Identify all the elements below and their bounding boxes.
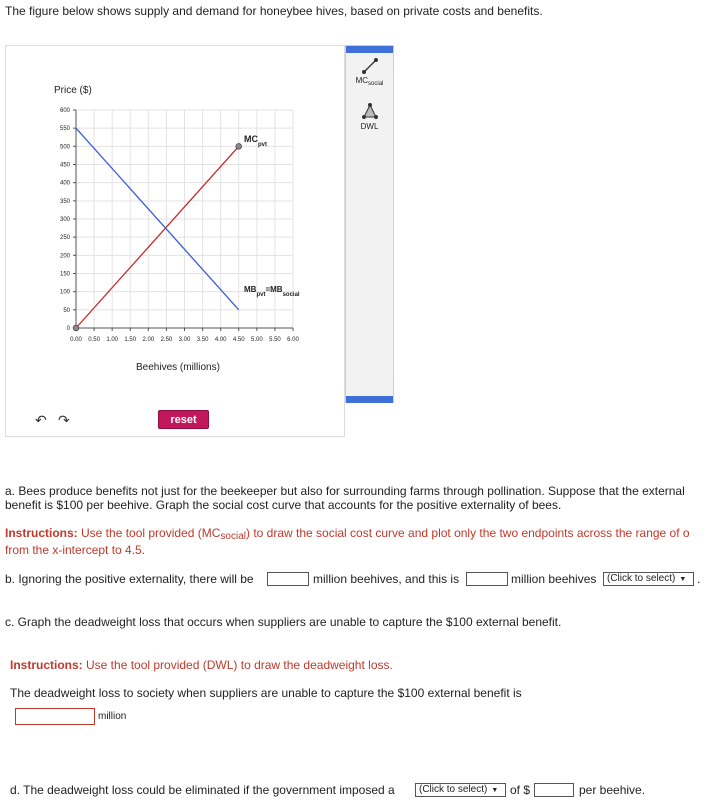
dwl-amount-input[interactable] [15, 708, 95, 725]
x-tick-label: 0.50 [88, 337, 100, 343]
y-tick-label: 400 [59, 180, 70, 187]
question-c-text: c. Graph the deadweight loss that occurs when suppliers are unable to capture the $100 external benefit. [5, 615, 562, 629]
triangle-tool-icon [360, 102, 380, 120]
question-b-post: million beehives [511, 572, 597, 586]
y-tick-label: 0 [66, 326, 70, 332]
question-d-pre: d. The deadweight loss could be eliminated if the government imposed a [10, 783, 395, 797]
graph-frame[interactable] [5, 45, 345, 437]
y-axis-title: Price ($) [54, 85, 92, 96]
y-tick-label: 200 [59, 253, 70, 260]
x-tick-label: 0.00 [70, 337, 82, 343]
x-tick-label: 4.50 [232, 337, 245, 343]
x-tick-label: 1.00 [106, 337, 119, 343]
chart-lines [73, 128, 241, 331]
y-tick-label: 300 [59, 217, 70, 223]
mc-pvt-endpoint [73, 325, 79, 331]
question-b-end: . [697, 572, 701, 586]
x-tick-label: 4.00 [214, 337, 227, 343]
x-tick-label: 5.00 [250, 337, 263, 343]
dwl-tool-label: DWL [360, 122, 379, 131]
mc-social-tool[interactable]: $MC_{social}$ [346, 56, 393, 87]
y-tick-label: 150 [59, 271, 70, 278]
x-tick-label: 3.50 [196, 337, 209, 343]
x-tick-label: 6.00 [287, 337, 299, 343]
reset-button[interactable]: reset [158, 410, 209, 429]
dwl-question-text: The deadweight loss to society when suppliers are unable to capture the $100 external benefit is [10, 686, 522, 700]
y-tick-label: 450 [59, 162, 70, 169]
undo-icon[interactable]: ↶ [35, 412, 47, 428]
y-tick-label: 500 [59, 144, 70, 151]
y-tick-label: 350 [59, 198, 70, 205]
y-tick-label: 100 [59, 289, 70, 296]
y-tick-label: 250 [59, 235, 70, 242]
dwl-unit: million [98, 711, 127, 722]
y-tick-label: 600 [59, 108, 70, 114]
beehives-difference-input[interactable] [466, 572, 508, 586]
redo-icon[interactable]: ↷ [58, 412, 70, 428]
question-d-post: per beehive. [579, 783, 646, 797]
question-d-select[interactable]: (Click to select) ▼ [415, 783, 506, 797]
x-tick-label: 2.00 [142, 337, 155, 343]
question-a-instructions: Instructions: Use the tool provided $(MC_{social})$ to draw the social cost curve and plot only the two endpoints across the range of o [5, 526, 690, 542]
x-axis-title: Beehives (millions) [136, 362, 220, 373]
question-b-select[interactable]: (Click to select) ▼ [603, 572, 694, 586]
question-c-instructions: Instructions: Use the tool provided (DWL) to draw the deadweight loss. [10, 658, 393, 672]
question-d-mid: of $ [510, 783, 531, 797]
question-a-instructions-line2: from the x-intercept to 4.5. [5, 543, 146, 557]
dwl-tool[interactable] [346, 102, 393, 131]
dropdown-arrow-icon: ▼ [491, 787, 499, 794]
x-tick-label: 5.50 [269, 337, 281, 343]
question-b-mid: million beehives, and this is [313, 572, 460, 586]
question-b-pre: b. Ignoring the positive externality, there will be [5, 572, 254, 586]
mc-pvt-endpoint [236, 144, 242, 150]
y-tick-label: 550 [59, 126, 70, 133]
tool-panel-top-bar [346, 46, 393, 53]
subsidy-amount-input[interactable] [534, 783, 574, 797]
dropdown-arrow-icon: ▼ [679, 576, 687, 583]
mc-pvt-label: $MC_{pvt}$ [244, 134, 267, 148]
x-tick-label: 3.00 [178, 337, 191, 343]
supply-demand-chart[interactable] [6, 46, 344, 436]
y-tick-label: 50 [63, 307, 70, 314]
tool-panel-bottom-bar [346, 396, 393, 403]
tool-panel [345, 45, 394, 403]
intro-text: The figure below shows supply and demand for honeybee hives, based on private costs and benefits. [5, 4, 543, 18]
question-a-text: a. Bees produce benefits not just for the beekeeper but also for surrounding farms through pollination. Suppose that the external benefit is $100 per beehive. Graph the social cost curve that accounts for the positive externality of bees. [5, 484, 685, 512]
mb-label: $MB_{pvt}=MB_{social}$ [244, 285, 300, 298]
x-tick-label: 1.50 [124, 337, 137, 343]
x-tick-label: 2.50 [160, 337, 173, 343]
mc-social-tool-label: MC [355, 76, 369, 85]
beehives-quantity-input[interactable] [267, 572, 309, 586]
line-tool-icon [360, 56, 380, 76]
